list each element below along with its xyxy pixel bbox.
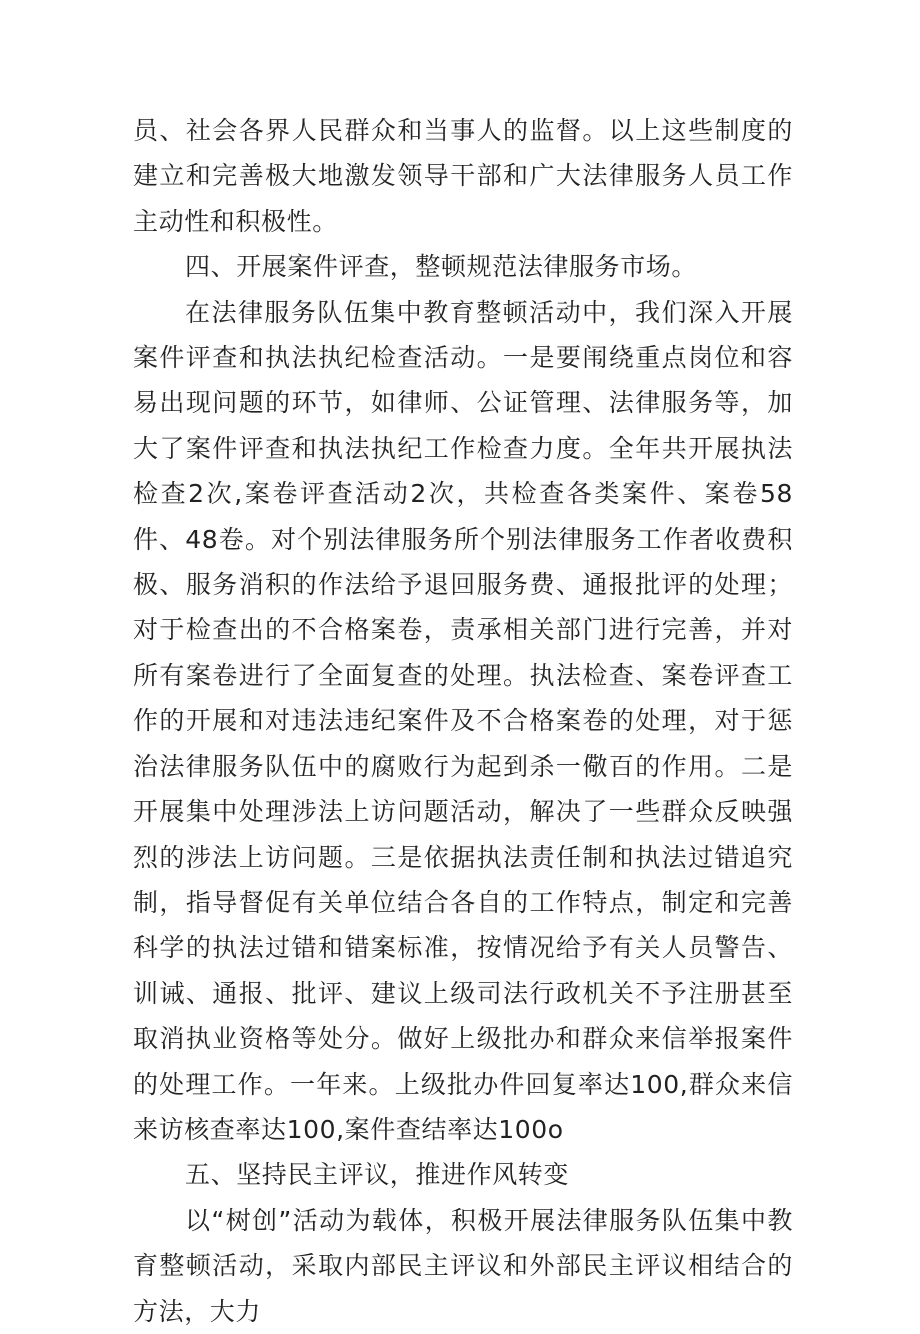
section-heading-democratic-review: 五、坚持民主评议，推进作风转变	[185, 1160, 570, 1190]
section-heading-case-review: 四、开展案件评查，整顿规范法律服务市场。	[185, 252, 698, 282]
paragraph-democratic-review: 以“树创”活动为载体，积极开展法律服务队伍集中教育整顿活动，采取内部民主评议和外部民主评议相结合的方法，大力	[133, 1205, 793, 1326]
paragraph-supervision-continued: 员、社会各界人民群众和当事人的监督。以上这些制度的建立和完善极大地激发领导干部和广大法律服务人员工作主动性和积极性。	[133, 116, 793, 236]
paragraph-case-review: 在法律服务队伍集中教育整顿活动中，我们深入开展案件评查和执法执纪检查活动。一是要闱绕重点岗位和容易出现问题的环节，如律师、公证管理、法律服务等，加大了案件评查和执法执纪工作检查力度。全年共开展执法检查2次,案卷评查活动2次，共检查各类案件、案卷58件、48卷。对个别法律服务所个别法律服务工作者收费积极、服务消积的作法给予退回服务费、通报批评的处理；对于检查出的不合格案卷，责承相关部门进行完善，并对所有案卷进行了全面复查的处理。执法检查、案卷评查工作的开展和对违法违纪案件及不合格案卷的处理，对于惩治法律服务队伍中的腐败行为起到杀一儆百的作用。二是开展集中处理涉法上访问题活动，解决了一些群众反映强烈的涉法上访问题。三是依据执法责任制和执法过错追究制，指导督促有关单位结合各自的工作特点，制定和完善科学的执法过错和错案标准，按情况给予有关人员警告、训诫、通报、批评、建议上级司法行政机关不予注册甚至取消执业资格等处分。做好上级批办和群众来信举报案件的处理工作。一年来。上级批办件回复率达100,群众来信来访核查率达100,案件查结率达100o	[133, 297, 793, 1144]
document-body	[133, 108, 793, 1334]
